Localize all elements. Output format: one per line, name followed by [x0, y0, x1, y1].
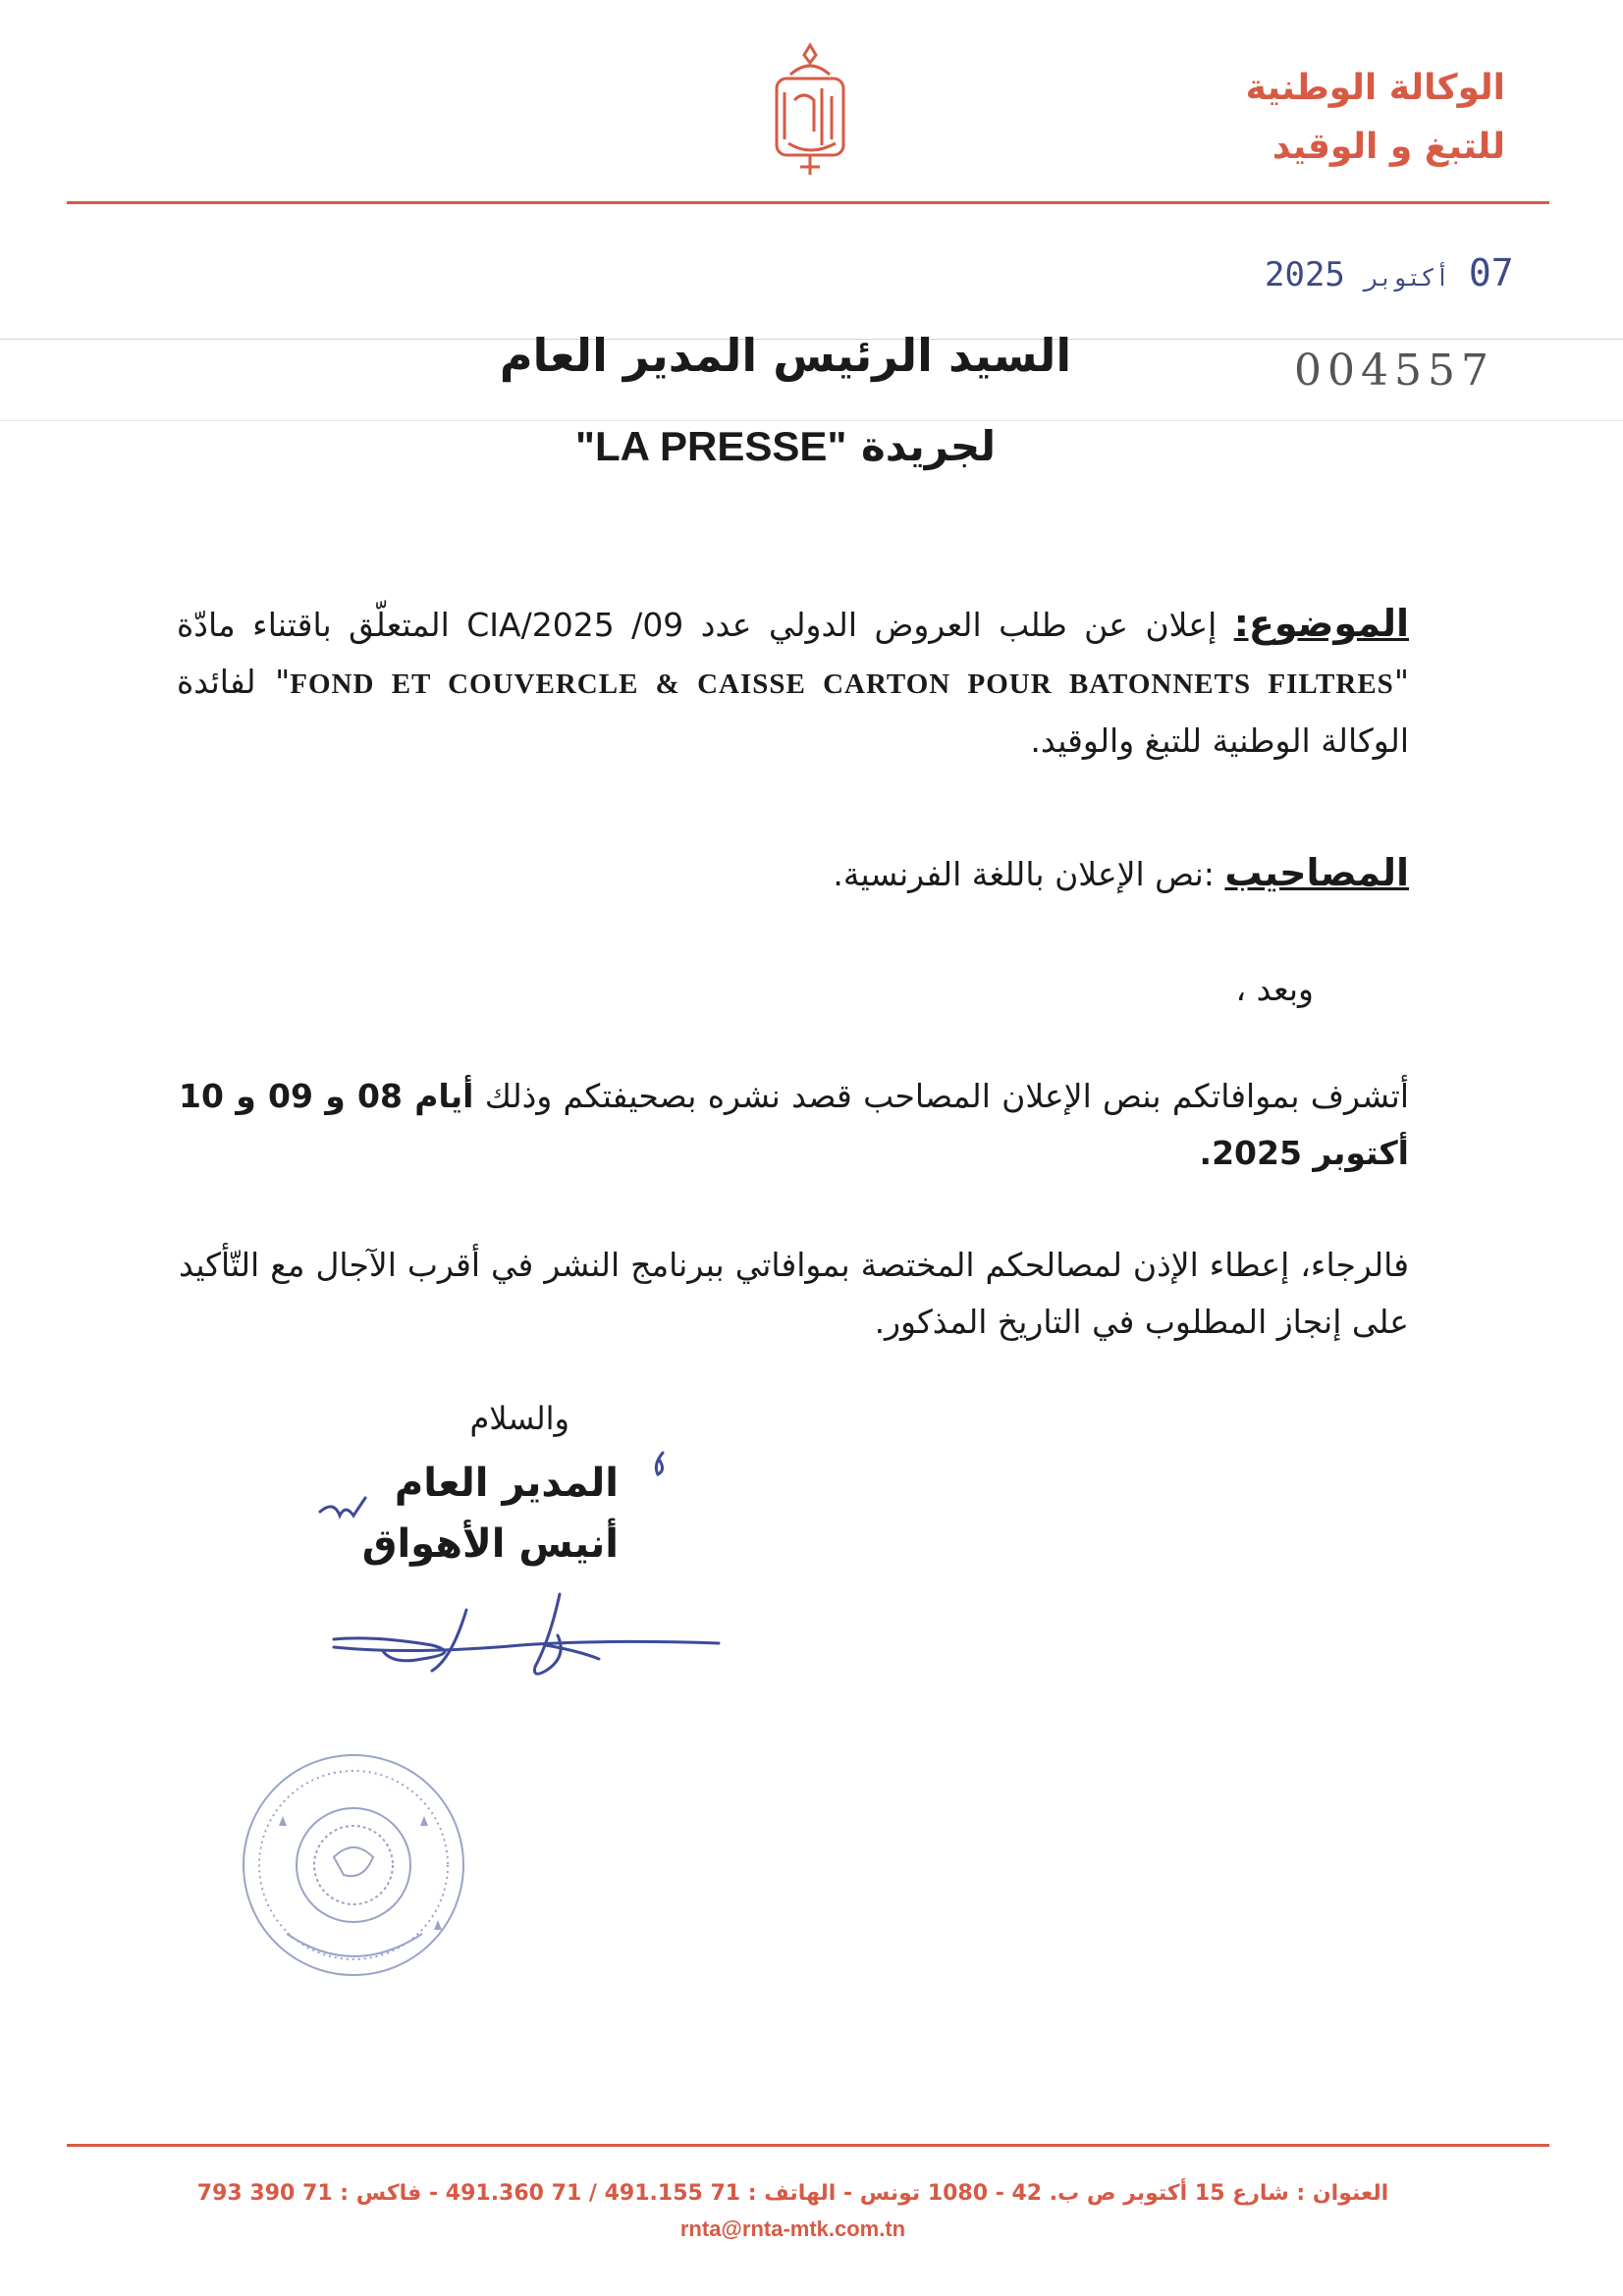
- stamp-day: 07: [1468, 251, 1514, 294]
- newspaper-name: "LA PRESSE": [575, 423, 847, 469]
- attachments: [177, 844, 1409, 903]
- recipient-title: السيد الرئيس المدير العام: [499, 329, 1072, 382]
- subject-text-b: " لفائدة الوكالة الوطنية للتبغ والوقيد.: [177, 663, 1409, 760]
- handwritten-signature: [314, 1414, 746, 1737]
- closing: والسلام: [469, 1400, 569, 1437]
- recipient-prefix: لجريدة: [860, 422, 996, 470]
- stamp-rule-lower: [0, 420, 1623, 421]
- official-seal: [236, 1747, 471, 1983]
- footer-email[interactable]: rnta@rnta-mtk.com.tn: [679, 2216, 906, 2241]
- date-stamp: [1265, 251, 1514, 294]
- registration-number: 004557: [1294, 346, 1494, 396]
- attachments-label: المصاحيب: [1224, 851, 1409, 894]
- subject-text-a: إعلان عن طلب العروض الدولي عدد 09/ 2025/CIA المتعلّق باقتناء مادّة ": [177, 606, 1409, 701]
- signatory-title: المدير العام: [394, 1461, 619, 1506]
- paragraph-1: [179, 1068, 1409, 1182]
- stamp-year: 2025: [1265, 255, 1345, 294]
- agency-logo: [761, 41, 859, 179]
- paragraph-1-dates: أيام 08 و 09 و 10 أكتوبر 2025.: [179, 1077, 1409, 1172]
- footer-rule: [67, 2144, 1549, 2147]
- subject-latin: FOND ET COUVERCLE & CAISSE CARTON POUR BATONNETS FILTRES: [290, 668, 1394, 700]
- agency-name-line2: للتبغ و الوقيد: [1271, 127, 1505, 167]
- recipient-newspaper: [491, 422, 1080, 470]
- subject: [177, 595, 1409, 770]
- paragraph-1-text: أتشرف بموافاتكم بنص الإعلان المصاحب قصد نشره بصحيفتكم وذلك: [473, 1077, 1410, 1115]
- paragraph-2: فالرجاء، إعطاء الإذن لمصالحكم المختصة بموافاتي ببرنامج النشر في أقرب الآجال مع التّأكيد على إنجاز المطلوب في التاريخ المذكور.: [179, 1246, 1409, 1341]
- attachments-text: :نص الإعلان باللغة الفرنسية.: [833, 855, 1225, 893]
- stamp-month: أكتوبر: [1364, 264, 1450, 292]
- agency-name: [1093, 59, 1505, 177]
- subject-label: الموضوع:: [1233, 602, 1409, 645]
- greeting: وبعد ،: [1235, 970, 1314, 1008]
- signatory-name: أنيس الأهواق: [361, 1522, 619, 1567]
- agency-name-line1: الوكالة الوطنية: [1245, 68, 1505, 108]
- footer-address: العنوان : شارع 15 أكتوبر ص ب. 42 - 1080 تونس - الهاتف : 71 491.155 / 71 491.360 - فاكس : 71 390 793: [196, 2181, 1389, 2206]
- header-rule: [67, 201, 1549, 204]
